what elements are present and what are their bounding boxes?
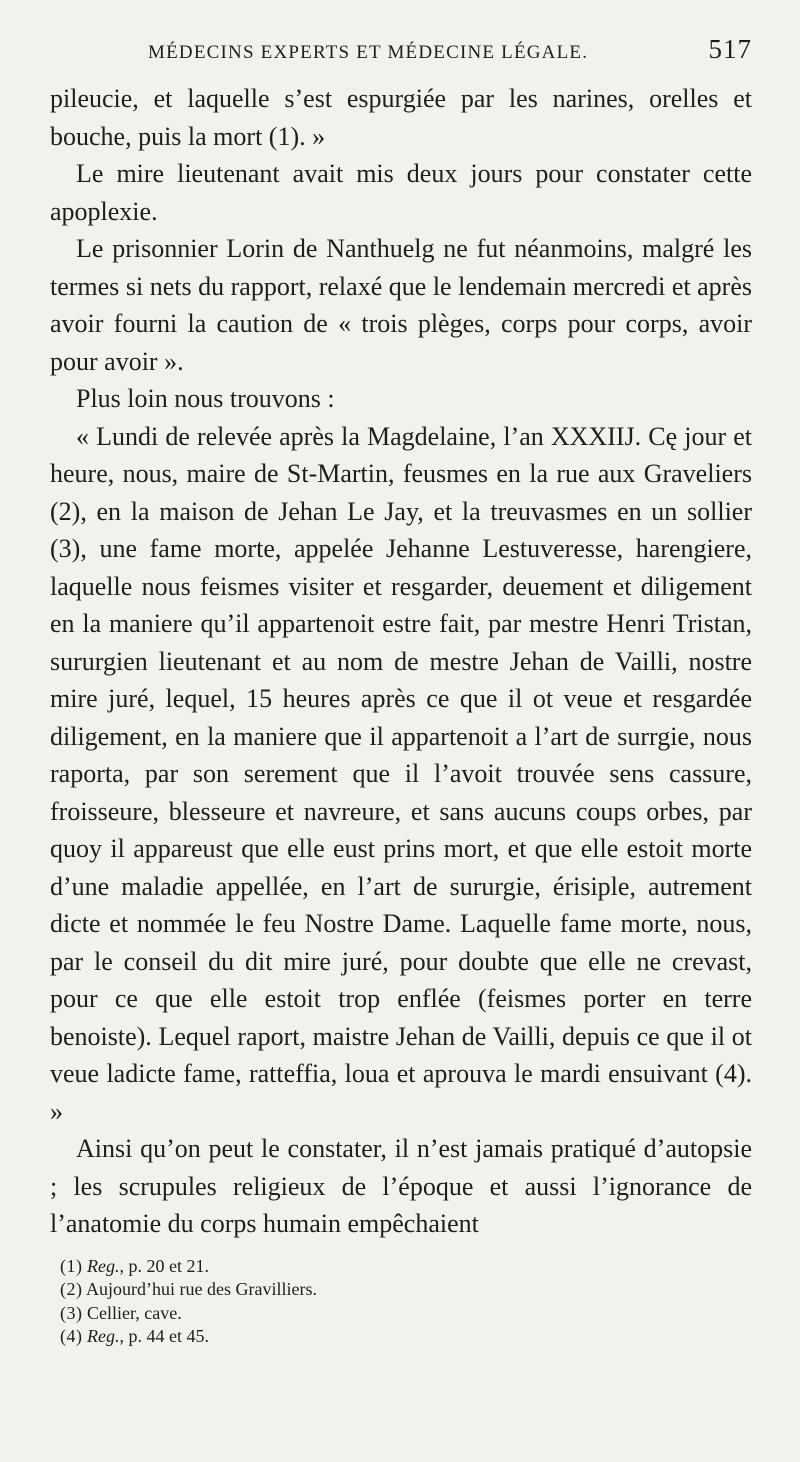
footnote-number: (4): [60, 1326, 83, 1346]
paragraph: Le prisonnier Lorin de Nanthuelg ne fut néanmoins, malgré les termes si nets du rapport, relaxé que le lendemain mercredi et après avoir fourni la caution de « trois plèges, corps pour corps, avoir pour avoir ».: [50, 234, 752, 376]
footnote-text: Aujourd’hui rue des Gravilliers.: [86, 1279, 317, 1299]
footnote-number: (1): [60, 1255, 83, 1276]
quoted-record-paragraph: « Lundi de relevée après la Magdelaine, l’an XXXIIJ. Cę jour et heure, nous, maire de St-Martin, feusmes en la rue aux Graveliers (2), en la maison de Jehan Le Jay, et la treuvasmes en un sollier (3), une fame morte, appelée Jehanne Lestuveresse, harengiere, laquelle nous feismes visiter et resgarder, deuement et diligement en la maniere qu’il appartenoit estre fait, par mestre Henri Tristan, sururgien lieutenant et au nom de mestre Jehan de Vailli, nostre mire juré, lequel, 15 heures après ce que il ot veue et resgardée diligement, en la maniere que il appartenoit a l’art de surrgie, nous raporta, par son serement que il l’avoit trouvée sens cassure, froisseure, blesseure et navreure, et sans aucuns coups orbes, par quoy il appareust que elle eust prins mort, et que elle estoit morte d’une maladie appellée, en l’art de sururgie, érisiple, autrement dicte et nommée le feu Nostre Dame. Laquelle fame morte, nous, par le conseil du dit mire juré, pour doubte que elle ne crevast, pour ce que elle estoit trop enflée (feismes porter en terre benoiste). Lequel raport, maistre Jehan de Vailli, depuis ce que il ot veue ladicte fame, ratteffia, loua et aprouva le mardi ensuivant (4). »: [50, 421, 752, 1126]
paragraph: Plus loin nous trouvons :: [76, 384, 335, 413]
paragraph-continuation: pileucie, et laquelle s’est espurgiée par les narines, orelles et bouche, puis la mort (1). »: [50, 84, 752, 151]
paragraph: Ainsi qu’on peut le constater, il n’est jamais pratiqué d’autopsie ; les scrupules religieux de l’époque et aussi l’ignorance de l’anatomie du corps humain empêchaient: [50, 1134, 752, 1238]
footnote: [60, 1278, 752, 1302]
paragraph: Le mire lieutenant avait mis deux jours pour constater cette apoplexie.: [50, 159, 752, 226]
footnote-text: , p. 44 et 45.: [119, 1326, 209, 1346]
footnote: [60, 1325, 752, 1349]
running-head: [148, 34, 752, 80]
footnote-source: Reg.: [87, 1255, 120, 1276]
page-number: 517: [708, 34, 752, 64]
footnote-number: (2): [60, 1279, 83, 1299]
footnote: [60, 1302, 752, 1326]
footnote-number: (3): [60, 1302, 83, 1323]
body-text: [50, 80, 752, 1243]
footnote: [60, 1255, 752, 1279]
footnote-source: Reg.: [87, 1326, 120, 1346]
footnote-text: , p. 20 et 21.: [119, 1255, 209, 1276]
footnote-text: Cellier, cave.: [87, 1302, 182, 1323]
footnotes: [60, 1255, 752, 1349]
running-title: MÉDECINS EXPERTS ET MÉDECINE LÉGALE.: [148, 42, 589, 63]
